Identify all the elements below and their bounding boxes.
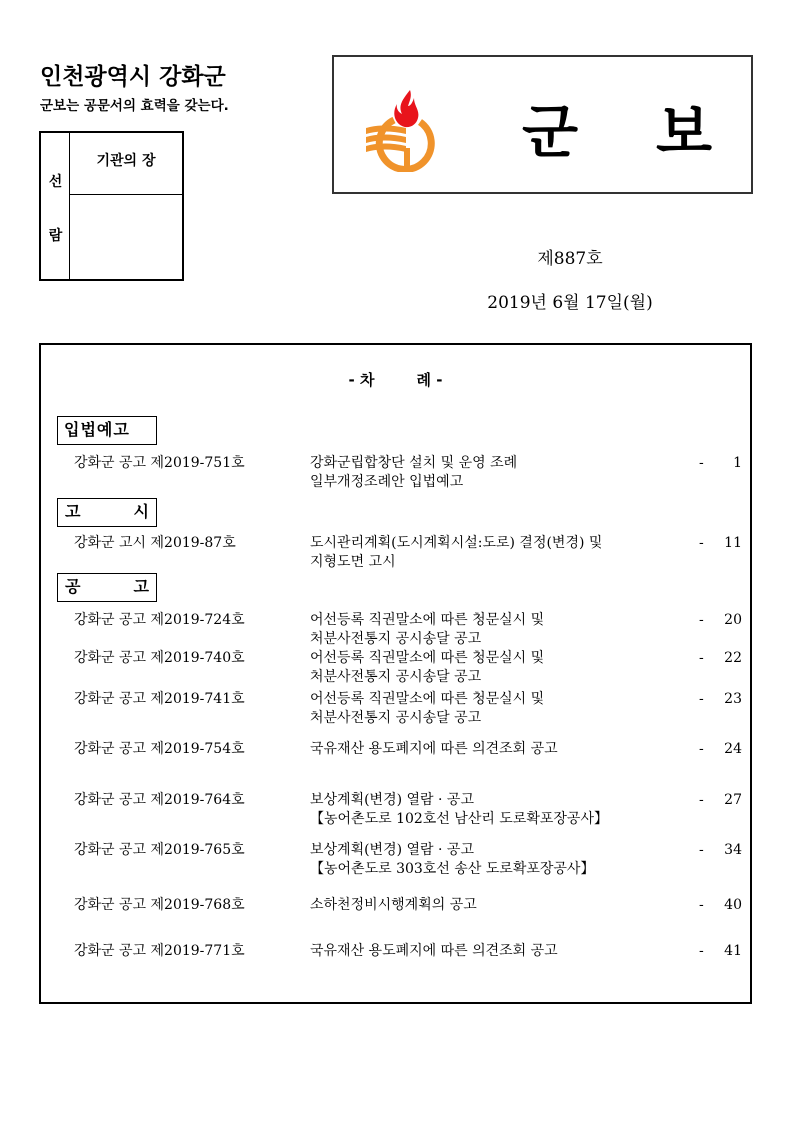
issue-date: 2019년 6월 17일(월) — [487, 293, 653, 313]
page-number: 41 — [724, 943, 742, 959]
page-number: 40 — [724, 897, 742, 913]
section-public-notice: 고 시 — [57, 498, 157, 527]
page-number: 22 — [724, 650, 742, 666]
issue-number: 제887호 — [537, 249, 603, 269]
section-announcement: 공 고 — [57, 573, 157, 602]
review-label-top: 선 — [48, 174, 63, 190]
masthead-char-2: 보 — [656, 98, 713, 166]
org-subtitle: 군보는 공문서의 효력을 갖는다. — [40, 98, 229, 114]
table-of-contents: - 차 례 - 입법예고 강화군 공고 제2019-751호 강화군립합창단 설치 및 운영 조례 일부개정조례안 입법예고 - 1 고 시 강화군 고시 제2019-87호 도시관리계획(도시계획시설:도로) 결정(변경) 및 지형도면 고시 - 11 공 고 강화군 공고 제2019-724호 어선등록 직권말소에 따른 청문실시 및 처분사전통지 공시송달 공고 - 20 강화군 공고 제2019-740호 어선등록 직권말소에 따른 청문실시 및 처분사전통지 공시송달 공고 - 22 강화군 공고 제2019-741호 어선등록 직권말소에 따른 청문실시 및 처분사전통지 공시송달 공고 - 23 강화군 공고 제2019-754호 국유재산 용도폐지에 따른 의견조회 공고 - 24 강화군 공고 제2019-764호 보상계획(변경) 열람 · 공고 【농어촌도로 102호선 남산리 도로확포장공사】 - 27 강화군 공고 제2019-765호 보상계획(변경) 열람 · 공고 【농어촌도로 303호선 송산 도로확포장공사】 - 34 강화군 공고 제2019-768호 소하천정비시행계획의 공고 - 40 강화군 공고 제2019-771호 국유재산 용도폐지에 따른 의견조회 공고 - 41 — [39, 343, 752, 1004]
gangwha-county-emblem-icon — [362, 82, 447, 172]
review-label-bottom: 람 — [48, 228, 63, 244]
review-head-cell: 기관의 장 — [70, 133, 182, 195]
page-number: 27 — [724, 792, 742, 808]
org-title: 인천광역시 강화군 — [40, 64, 226, 90]
page-number: 11 — [724, 535, 742, 551]
section-legislative-notice: 입법예고 — [57, 416, 157, 445]
page-number: 20 — [724, 612, 742, 628]
page-number: 24 — [724, 741, 742, 757]
page-number: 1 — [733, 455, 742, 471]
masthead-char-1: 군 — [522, 98, 579, 166]
page-number: 34 — [724, 842, 742, 858]
page-number: 23 — [724, 691, 742, 707]
toc-title: - 차 례 - — [348, 371, 443, 389]
masthead — [332, 55, 753, 194]
